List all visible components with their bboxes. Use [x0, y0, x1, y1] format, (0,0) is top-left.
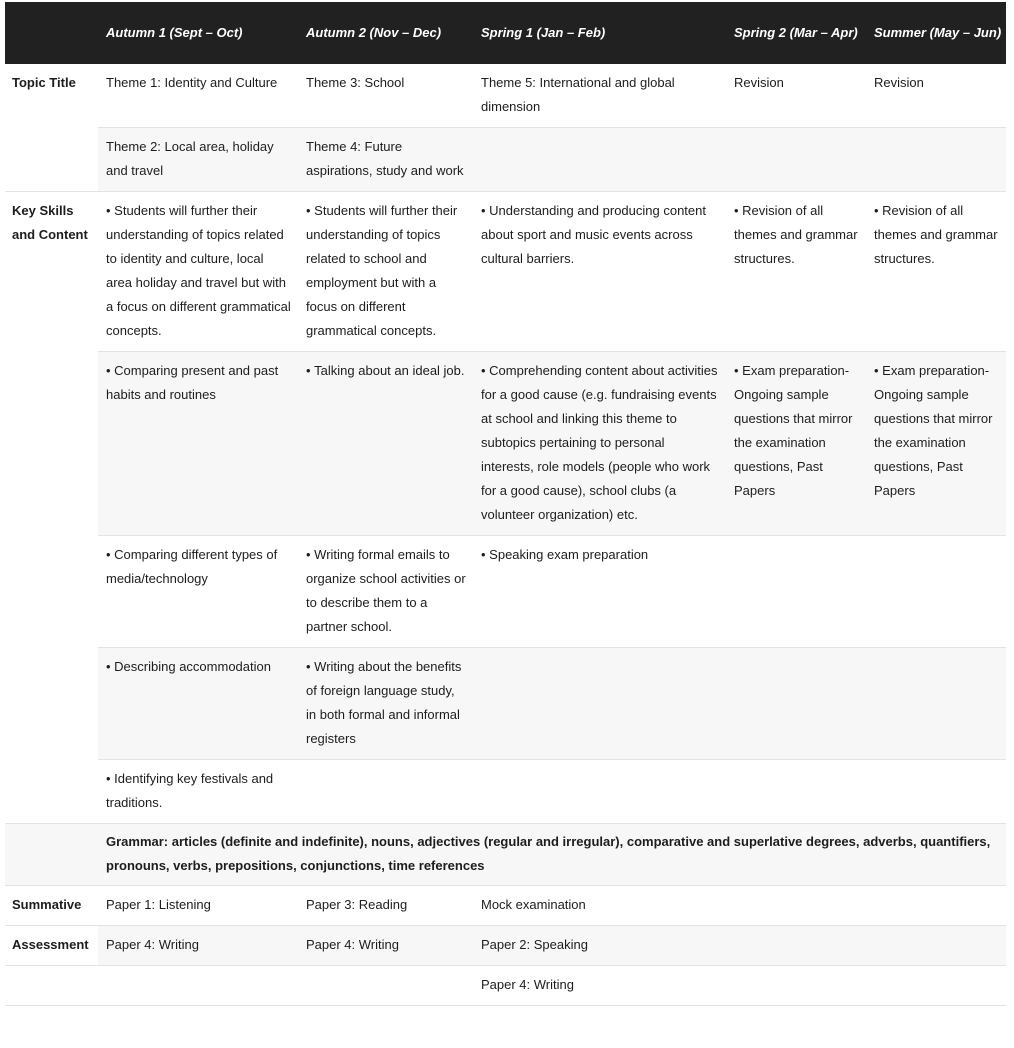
bullet-text: • Comparing present and past habits and routines	[106, 363, 278, 402]
table-cell: Paper 4: Writing	[298, 926, 473, 966]
table-row	[5, 352, 1006, 536]
table-cell	[866, 192, 1006, 352]
table-cell: Theme 1: Identity and Culture	[98, 64, 298, 128]
header-autumn-1: Autumn 1 (Sept – Oct)	[98, 2, 298, 64]
table-cell	[298, 760, 473, 824]
row-label-key-skills: Key Skills and Content	[5, 192, 98, 824]
table-cell	[473, 352, 726, 536]
bullet-text: • Students will further their understanding of topics related to school and employment but with a focus on different grammatical concepts.	[306, 203, 457, 338]
table-cell: Theme 2: Local area, holiday and travel	[98, 128, 298, 192]
table-cell	[5, 966, 98, 1006]
bullet-text: • Talking about an ideal job.	[306, 363, 465, 378]
table-cell	[473, 536, 726, 648]
table-cell: Revision	[866, 64, 1006, 128]
header-summer: Summer (May – Jun)	[866, 2, 1006, 64]
table-cell	[98, 352, 298, 536]
bullet-text: • Exam preparation- Ongoing sample questions that mirror the examination questions, Past Papers	[874, 363, 993, 498]
table-cell	[866, 760, 1006, 824]
bullet-text: • Comparing different types of media/technology	[106, 547, 277, 586]
bullet-text: • Writing formal emails to organize school activities or to describe them to a partner school.	[306, 547, 466, 634]
table-cell	[726, 536, 866, 648]
table-cell	[866, 648, 1006, 760]
table-cell	[866, 886, 1006, 926]
table-cell	[298, 352, 473, 536]
table-cell: Theme 5: International and global dimension	[473, 64, 726, 128]
table-cell	[98, 966, 298, 1006]
table-cell	[298, 192, 473, 352]
table-cell	[866, 926, 1006, 966]
table-cell	[473, 648, 726, 760]
table-cell: Paper 4: Writing	[98, 926, 298, 966]
table-cell	[298, 648, 473, 760]
table-row	[5, 192, 1006, 352]
table-cell: Revision	[726, 64, 866, 128]
table-cell	[5, 824, 98, 886]
table-cell	[298, 536, 473, 648]
table-cell	[98, 192, 298, 352]
header-cell-empty	[5, 2, 98, 64]
header-spring-2: Spring 2 (Mar – Apr)	[726, 2, 866, 64]
header-autumn-2: Autumn 2 (Nov – Dec)	[298, 2, 473, 64]
table-row	[5, 536, 1006, 648]
table-cell	[98, 648, 298, 760]
table-cell	[726, 352, 866, 536]
table-cell	[866, 128, 1006, 192]
grammar-text: Grammar: articles (definite and indefinite), nouns, adjectives (regular and irregular), comparative and superlative degrees, adverbs, quantifiers, pronouns, verbs, prepositions, conjunctions, time references	[98, 824, 1006, 886]
table-cell	[98, 760, 298, 824]
grammar-row	[5, 824, 1006, 886]
header-spring-1: Spring 1 (Jan – Feb)	[473, 2, 726, 64]
table-cell	[866, 966, 1006, 1006]
row-label-assessment: Assessment	[5, 926, 98, 966]
table-cell	[473, 192, 726, 352]
table-cell: Paper 1: Listening	[98, 886, 298, 926]
table-cell	[98, 536, 298, 648]
table-cell: Mock examination	[473, 886, 726, 926]
table-cell	[473, 760, 726, 824]
bullet-text: • Comprehending content about activities for a good cause (e.g. fundraising events at school and linking this theme to subtopics pertaining to personal interests, role models (people who work for a good cause), school clubs (a volunteer organization) etc.	[481, 363, 718, 522]
curriculum-table	[5, 2, 1006, 1006]
table-row	[5, 886, 1006, 926]
bullet-text: • Speaking exam preparation	[481, 547, 648, 562]
table-cell	[726, 648, 866, 760]
table-cell	[726, 128, 866, 192]
table-cell: Theme 3: School	[298, 64, 473, 128]
table-cell: Paper 2: Speaking	[473, 926, 726, 966]
bullet-text: • Writing about the benefits of foreign language study, in both formal and informal registers	[306, 659, 461, 746]
table-cell: Paper 4: Writing	[473, 966, 726, 1006]
bullet-text: • Students will further their understanding of topics related to identity and culture, local area holiday and travel but with a focus on different grammatical concepts.	[106, 203, 291, 338]
table-cell	[726, 966, 866, 1006]
table-row	[5, 128, 1006, 192]
table-cell	[866, 536, 1006, 648]
header-row	[5, 2, 1006, 64]
table-cell: Theme 4: Future aspirations, study and work	[298, 128, 473, 192]
bullet-text: • Understanding and producing content about sport and music events across cultural barriers.	[481, 203, 706, 266]
table-cell	[866, 352, 1006, 536]
table-row	[5, 966, 1006, 1006]
table-cell: Paper 3: Reading	[298, 886, 473, 926]
row-label-topic-title: Topic Title	[5, 64, 98, 192]
table-cell	[726, 926, 866, 966]
table-row	[5, 926, 1006, 966]
bullet-text: • Identifying key festivals and traditions.	[106, 771, 273, 810]
table-cell	[726, 886, 866, 926]
bullet-text: • Revision of all themes and grammar structures.	[874, 203, 998, 266]
table-cell	[726, 760, 866, 824]
bullet-text: • Revision of all themes and grammar structures.	[734, 203, 858, 266]
table-cell	[726, 192, 866, 352]
row-label-summative: Summative	[5, 886, 98, 926]
table-cell	[473, 128, 726, 192]
table-cell	[298, 966, 473, 1006]
table-row	[5, 64, 1006, 128]
bullet-text: • Exam preparation- Ongoing sample questions that mirror the examination questions, Past Papers	[734, 363, 853, 498]
bullet-text: • Describing accommodation	[106, 659, 271, 674]
table-row	[5, 760, 1006, 824]
table-row	[5, 648, 1006, 760]
